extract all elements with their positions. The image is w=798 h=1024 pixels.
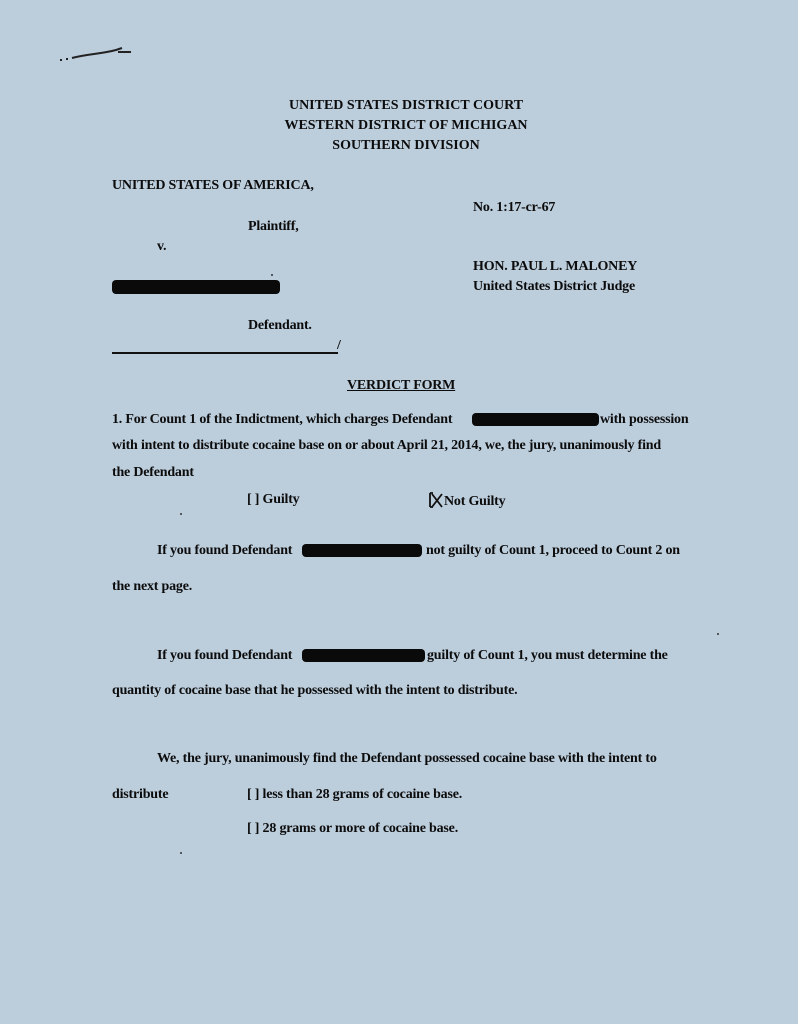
- less-than-28-checkbox[interactable]: [ ]: [247, 787, 260, 802]
- dust-speck: [717, 633, 719, 635]
- count1-line1-suffix: with possession: [600, 412, 689, 427]
- court-name: UNITED STATES DISTRICT COURT: [288, 98, 524, 113]
- redaction-bar: [472, 413, 599, 426]
- redaction-bar: [302, 649, 425, 662]
- redaction-bar: [302, 544, 422, 557]
- quantity-distribute-label: distribute: [112, 787, 169, 802]
- plaintiff-name: UNITED STATES OF AMERICA,: [112, 178, 314, 193]
- caption-underline: [112, 352, 338, 354]
- court-district: WESTERN DISTRICT OF MICHIGAN: [284, 118, 528, 133]
- dust-speck: [180, 513, 182, 515]
- guilty-instruction-prefix: If you found Defendant: [157, 648, 293, 663]
- not-guilty-instruction-suffix: not guilty of Count 1, proceed to Count 2 on: [426, 543, 680, 558]
- versus-label: v.: [157, 239, 167, 254]
- guilty-instruction-suffix: guilty of Count 1, you must determine the: [427, 648, 668, 663]
- not-guilty-option[interactable]: [428, 492, 505, 510]
- dust-speck: [180, 852, 182, 854]
- case-number: No. 1:17-cr-67: [473, 200, 556, 215]
- count1-line1-prefix: 1. For Count 1 of the Indictment, which charges Defendant: [112, 412, 453, 427]
- guilty-label: Guilty: [262, 492, 300, 507]
- quantity-finding-line1: We, the jury, unanimously find the Defendant possessed cocaine base with the intent to: [157, 751, 657, 766]
- not-guilty-checkbox-checked[interactable]: [428, 492, 444, 507]
- judge-name: HON. PAUL L. MALONEY: [473, 259, 638, 274]
- not-guilty-label: Not Guilty: [444, 494, 506, 509]
- quantity-option-less-than-28[interactable]: [247, 787, 462, 803]
- guilty-option[interactable]: [247, 492, 299, 508]
- not-guilty-instruction-line2: the next page.: [112, 579, 193, 594]
- defendant-role: Defendant.: [248, 318, 312, 333]
- form-title: VERDICT FORM: [347, 378, 456, 393]
- court-division: SOUTHERN DIVISION: [332, 138, 480, 153]
- not-guilty-instruction-prefix: If you found Defendant: [157, 543, 293, 558]
- plaintiff-role: Plaintiff,: [248, 219, 299, 234]
- count1-line2: with intent to distribute cocaine base on or about April 21, 2014, we, the jury, unanimously find: [112, 438, 661, 453]
- less-than-28-label: less than 28 grams of cocaine base.: [262, 787, 463, 802]
- judge-title: United States District Judge: [473, 279, 635, 294]
- guilty-instruction-line2: quantity of cocaine base that he possessed with the intent to distribute.: [112, 683, 518, 698]
- caption-slash: /: [337, 338, 341, 353]
- dust-speck: [271, 274, 273, 276]
- checkbox-x-mark-icon: [428, 492, 444, 508]
- 28-or-more-checkbox[interactable]: [ ]: [247, 821, 260, 836]
- redaction-bar: [112, 280, 280, 294]
- 28-or-more-label: 28 grams or more of cocaine base.: [262, 821, 458, 836]
- guilty-checkbox[interactable]: [ ]: [247, 492, 260, 507]
- scribble-mark: [56, 40, 136, 64]
- quantity-option-28-or-more[interactable]: [247, 821, 458, 837]
- count1-line3: the Defendant: [112, 465, 194, 480]
